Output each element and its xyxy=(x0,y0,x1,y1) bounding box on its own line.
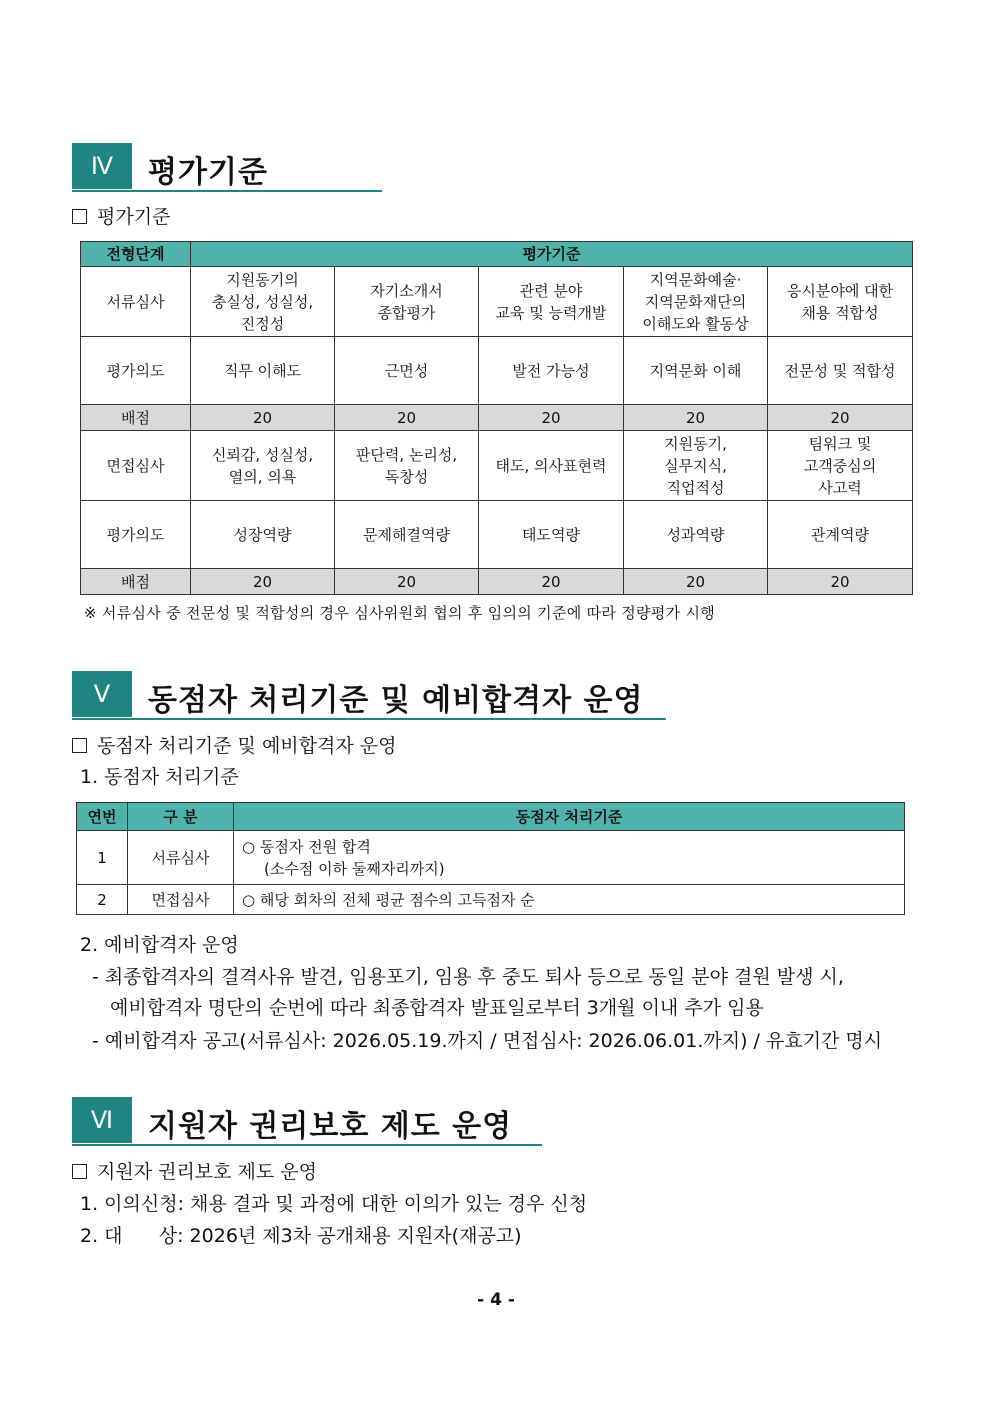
cell: 관련 분야 교육 및 능력개발 xyxy=(479,267,624,337)
cell: ○ 해당 회차의 전체 평균 점수의 고득점자 순 xyxy=(234,885,905,915)
bullet-text: 예비합격자 명단의 순번에 따라 최종합격자 발표일로부터 3개월 이내 추가 임용 xyxy=(110,997,764,1019)
page-number: - 4 - xyxy=(477,1290,515,1310)
table-row xyxy=(81,431,913,501)
table-row xyxy=(77,831,905,885)
cell: 지역문화예술· 지역문화재단의 이해도와 활동상 xyxy=(624,267,768,337)
cell: 20 xyxy=(624,569,768,595)
eval-note: ※ 서류심사 중 전문성 및 적합성의 경우 심사위원회 협의 후 임의의 기준에 따라 정량평가 시행 xyxy=(84,604,716,622)
section-number: Ⅳ xyxy=(72,143,132,189)
cell: 성장역량 xyxy=(191,501,335,569)
row-label: 평가의도 xyxy=(81,337,191,405)
tie-sub1: 1. 동점자 처리기준 xyxy=(80,766,239,788)
cell: 관계역량 xyxy=(768,501,913,569)
cell: 팀워크 및 고객중심의 사고력 xyxy=(768,431,913,501)
tie-sub2: 2. 예비합격자 운영 xyxy=(80,934,239,956)
cell: 20 xyxy=(768,569,913,595)
header-cell: 동점자 처리기준 xyxy=(234,803,905,831)
rights-item: 1. 이의신청: 채용 결과 및 과정에 대한 이의가 있는 경우 신청 xyxy=(80,1193,588,1215)
cell: 태도역량 xyxy=(479,501,624,569)
cell: 판단력, 논리성, 독창성 xyxy=(335,431,479,501)
table-row xyxy=(81,337,913,405)
row-label: 배점 xyxy=(81,569,191,595)
cell: 자기소개서 종합평가 xyxy=(335,267,479,337)
cell: 20 xyxy=(479,405,624,431)
cell: 지원동기, 실무지식, 직업적성 xyxy=(624,431,768,501)
rights-item: 2. 대 상: 2026년 제3차 공개채용 지원자(재공고) xyxy=(80,1225,522,1247)
row-label: 배점 xyxy=(81,405,191,431)
rule-text: ○ 동점자 전원 합격 xyxy=(242,837,371,856)
table-row xyxy=(81,267,913,337)
cell: 직무 이해도 xyxy=(191,337,335,405)
cell: 면접심사 xyxy=(128,885,234,915)
cell: 20 xyxy=(335,405,479,431)
header-cell: 평가기준 xyxy=(191,242,913,267)
table-header-row xyxy=(81,242,913,267)
cell: 20 xyxy=(768,405,913,431)
cell xyxy=(234,831,905,885)
cell: 20 xyxy=(624,405,768,431)
rule-text: (소수점 이하 둘째자리까지) xyxy=(264,859,445,878)
section-number: Ⅴ xyxy=(72,671,132,717)
section-header-v xyxy=(72,671,666,717)
cell: 서류심사 xyxy=(128,831,234,885)
eval-heading: 평가기준 xyxy=(72,202,170,229)
cell: 전문성 및 적합성 xyxy=(768,337,913,405)
cell: 성과역량 xyxy=(624,501,768,569)
header-cell: 연번 xyxy=(77,803,128,831)
row-label: 평가의도 xyxy=(81,501,191,569)
row-label: 서류심사 xyxy=(81,267,191,337)
cell: 2 xyxy=(77,885,128,915)
header-cell: 구 분 xyxy=(128,803,234,831)
cell: 응시분야에 대한 채용 적합성 xyxy=(768,267,913,337)
cell: 근면성 xyxy=(335,337,479,405)
header-cell: 전형단계 xyxy=(81,242,191,267)
tie-heading: 동점자 처리기준 및 예비합격자 운영 xyxy=(72,731,396,758)
cell: 신뢰감, 성실성, 열의, 의욕 xyxy=(191,431,335,501)
table-row xyxy=(81,501,913,569)
eval-table xyxy=(80,241,913,595)
bullet-text: - 예비합격자 공고(서류심사: 2026.05.19.까지 / 면접심사: 2026.06.01.까지) / 유효기간 명시 xyxy=(92,1030,883,1052)
table-row xyxy=(81,405,913,431)
section-title: 동점자 처리기준 및 예비합격자 운영 xyxy=(148,683,644,718)
cell: 지원동기의 충실성, 성실성, 진정성 xyxy=(191,267,335,337)
cell: 태도, 의사표현력 xyxy=(479,431,624,501)
cell: 발전 가능성 xyxy=(479,337,624,405)
cell: 1 xyxy=(77,831,128,885)
checkbox-square-icon xyxy=(72,209,87,224)
cell: 20 xyxy=(191,405,335,431)
checkbox-square-icon xyxy=(72,738,87,753)
rights-heading: 지원자 권리보호 제도 운영 xyxy=(72,1157,317,1184)
table-row xyxy=(81,569,913,595)
section-title: 지원자 권리보호 제도 운영 xyxy=(148,1109,513,1144)
cell: 20 xyxy=(191,569,335,595)
cell: 20 xyxy=(335,569,479,595)
tie-table xyxy=(76,802,905,915)
cell: 문제해결역량 xyxy=(335,501,479,569)
section-number: Ⅵ xyxy=(72,1097,132,1143)
section-header-vi xyxy=(72,1097,542,1143)
table-row xyxy=(77,885,905,915)
section-underline xyxy=(72,1144,542,1146)
section-header-iv xyxy=(72,143,382,189)
cell: 지역문화 이해 xyxy=(624,337,768,405)
row-label: 면접심사 xyxy=(81,431,191,501)
section-underline xyxy=(72,190,382,192)
section-title: 평가기준 xyxy=(148,155,268,190)
cell: 20 xyxy=(479,569,624,595)
table-header-row xyxy=(77,803,905,831)
bullet-text: - 최종합격자의 결격사유 발견, 임용포기, 임용 후 중도 퇴사 등으로 동일 분야 결원 발생 시, xyxy=(92,966,844,988)
section-underline xyxy=(72,718,666,720)
checkbox-square-icon xyxy=(72,1164,87,1179)
